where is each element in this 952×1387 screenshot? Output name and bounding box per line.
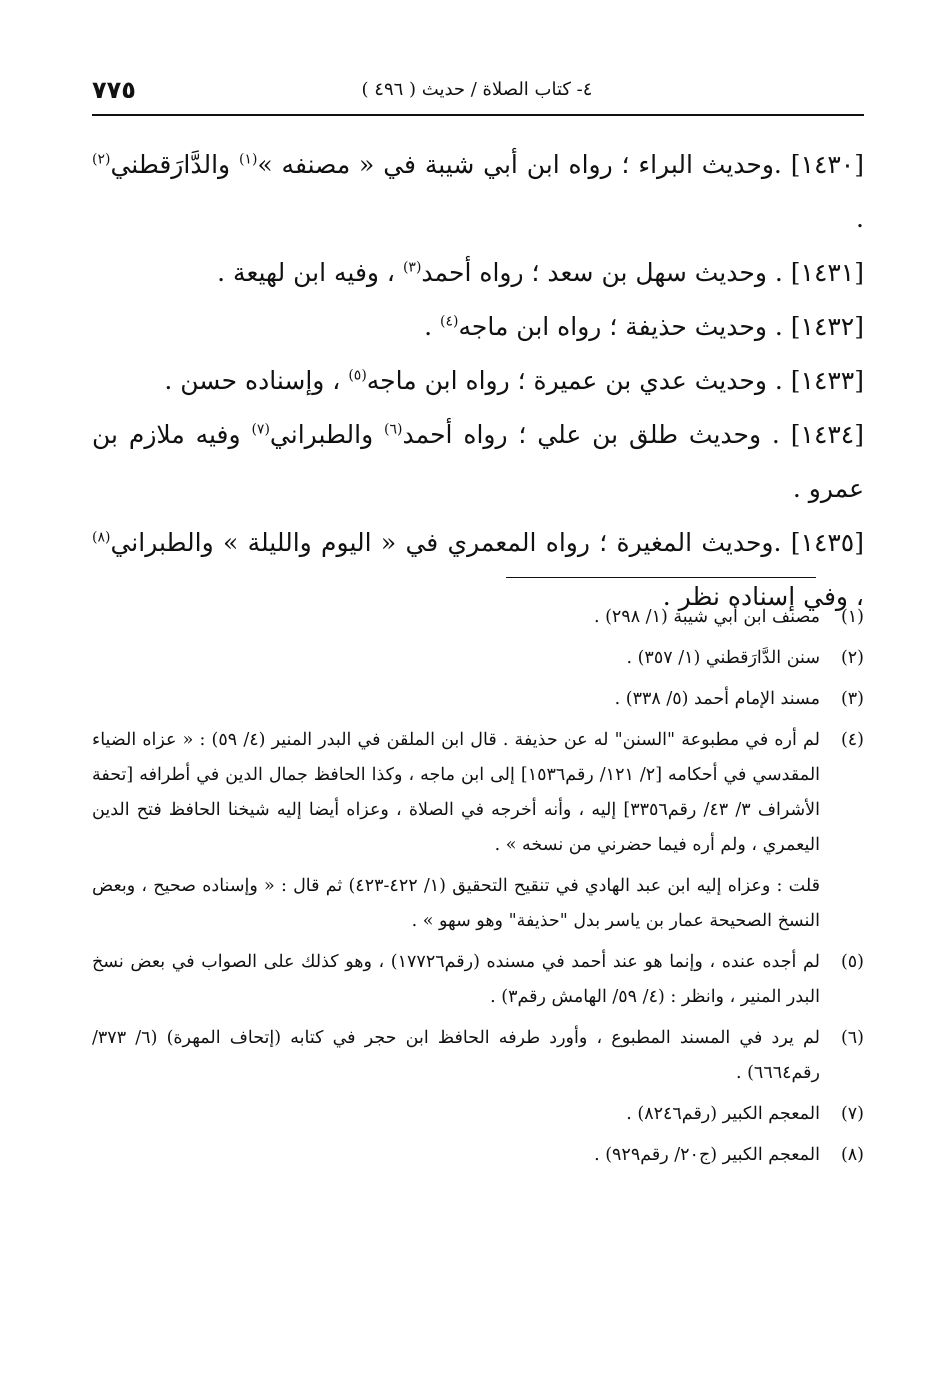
footnote-text: سنن الدَّارَقطني (١/ ٣٥٧) . [626,648,820,668]
footnote-text: لم أره في مطبوعة "السنن" له عن حذيفة . قال ابن الملقن في البدر المنير (٤/ ٥٩) : « عزاه الضياء المقدسي في أحكامه [٢/ ١٢١/ رقم١٥٣٦] إلى ابن ماجه ، وكذا الحافظ جمال الدين في أطرافه [تحفة الأشراف ٣/ ٤٣/ رقم٣٣٥٦] إليه ، وأنه أخرجه في الصلاة ، وعزاه أيضا إليه شيخنا الحافظ فتح الدين اليعمري ، ولم أره فيما حضرني من نسخه » . [92,730,821,855]
footnote-text: مصنف ابن أبي شيبة (١/ ٢٩٨) . [593,607,820,627]
footnote-continuation: قلت : وعزاه إليه ابن عبد الهادي في تنقيح التحقيق (١/ ٤٢٢-٤٢٣) ثم قال : « وإسناده صحيح ، وبعض النسخ الصحيحة عمار بن ياسر بدل "حذيفة" وهو سهو » . [92,876,820,931]
footnote-marker: (٥) [348,367,367,384]
footnote-number: (٥) [840,952,864,972]
footnote-text: لم يرد في المسند المطبوع ، وأورد طرفه الحافظ ابن حجر في كتابه (إتحاف المهرة) (٦/ ٣٧٣/ رقم٦٦٦٤) . [92,1028,820,1083]
footnote-text: لم أجده عنده ، وإنما هو عند أحمد في مسنده (رقم١٧٧٢٦) ، وهو كذلك على الصواب في بعض نسخ البدر المنير ، وانظر : (٤/ ٥٩/ الهامش رقم٣) . [92,952,820,1007]
footnote-marker: (٢) [92,151,111,168]
footnotes [92,600,864,1179]
footnote-marker: (٦) [384,421,403,438]
footnote-text: المعجم الكبير (رقم٨٢٤٦) . [626,1104,820,1124]
footnote-number: (٨) [840,1145,864,1165]
footnote-number: (٦) [840,1028,864,1048]
entry-number: [١٤٣١] [790,258,864,287]
entry-number: [١٤٣٥] [790,528,864,557]
main-text [92,138,864,624]
footnote [92,945,864,1015]
footnote [92,682,864,717]
footnote-number: (٤) [840,730,864,750]
entry-text: . وحديث عدي بن عميرة ؛ رواه ابن ماجه$^{(٥)}$ ، وإسناده حسن . [164,366,783,395]
page-header [92,76,862,110]
footnote [92,1138,864,1173]
entry-text: . وحديث طلق بن علي ؛ رواه أحمد$^{(٦)}$ والطبراني$^{(٧)}$ وفيه ملازم بن عمرو . [92,420,864,503]
footnote-separator [506,577,816,578]
hadith-entry [92,354,864,408]
hadith-entry [92,300,864,354]
entry-text: . وحديث سهل بن سعد ؛ رواه أحمد$^{(٣)}$ ، وفيه ابن لهيعة . [217,258,783,287]
running-head: ٤- كتاب الصلاة / حديث ( ٤٩٦ ) [361,79,593,100]
header-rule [92,114,864,116]
footnote-number: (١) [840,607,864,627]
footnote [92,600,864,635]
entry-text: .وحديث المغيرة ؛ رواه المعمري في « اليوم والليلة » والطبراني$^{(٨)}$ ، وفي إسناده نظر . [92,528,864,611]
entry-number: [١٤٣٤] [790,420,864,449]
footnote-text: المعجم الكبير (ج٢٠/ رقم٩٢٩) . [594,1145,820,1165]
entry-number: [١٤٣٣] [790,366,864,395]
footnote [92,1097,864,1132]
page-number: ٧٧٥ [92,76,136,104]
footnote-text: مسند الإمام أحمد (٥/ ٣٣٨) . [614,689,820,709]
footnote-marker: (٣) [402,259,422,276]
footnote-marker: (٧) [251,421,270,438]
footnote-marker: (٨) [92,529,111,546]
footnote-marker: (١) [238,151,258,168]
hadith-entry [92,408,864,516]
hadith-entry [92,138,864,246]
entry-number: [١٤٣٢] [790,312,864,341]
entry-text: .وحديث البراء ؛ رواه ابن أبي شيبة في « مصنفه »$^{(١)}$ والدَّارَقطني$^{(٢)}$ . [92,150,864,233]
footnote [92,1021,864,1091]
footnote-number: (٣) [840,689,864,709]
footnote [92,641,864,676]
footnote-number: (٢) [840,648,864,668]
entry-text: . وحديث حذيفة ؛ رواه ابن ماجه$^{(٤)}$ . [424,312,783,341]
footnote-marker: (٤) [440,313,459,330]
footnote [92,723,864,863]
entry-number: [١٤٣٠] [790,150,864,179]
footnote-number: (٧) [840,1104,864,1124]
hadith-entry [92,246,864,300]
